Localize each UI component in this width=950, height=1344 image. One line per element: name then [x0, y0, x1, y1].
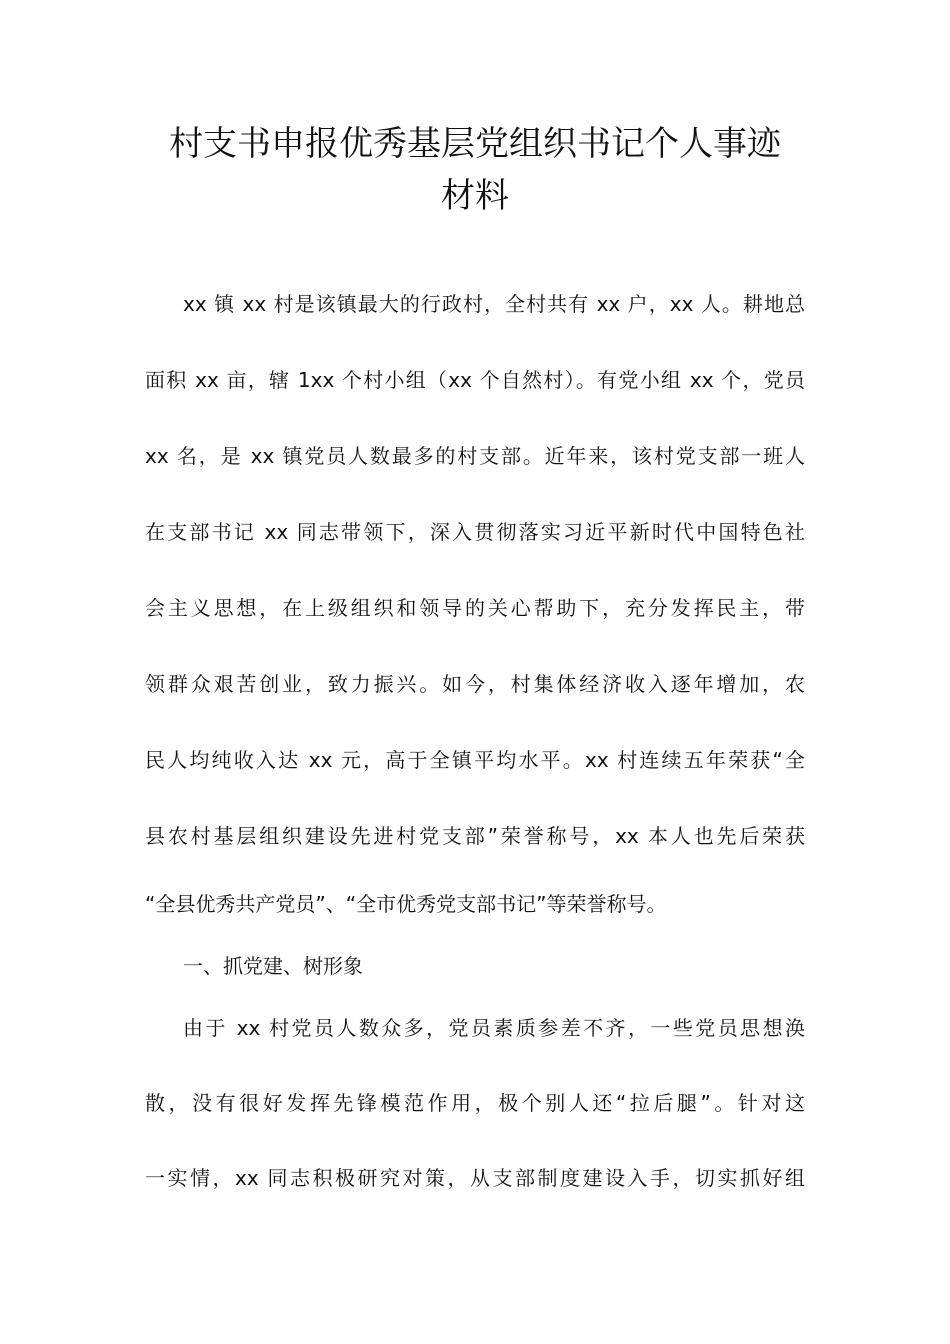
body-line-10: 由于 xx 村党员人数众多，党员素质参差不齐，一些党员思想涣 [183, 1016, 805, 1040]
body-line-12: 一实情，xx 同志积极研究对策，从支部制度建设入手，切实抓好组 [145, 1166, 805, 1190]
body-line-9: “全县优秀共产党员”、“全市优秀党支部书记”等荣誉称号。 [145, 892, 667, 916]
document-title [140, 118, 810, 222]
body-line-7: 民人均纯收入达 xx 元，高于全镇平均水平。xx 村连续五年荣获“全 [145, 748, 805, 772]
body-line-4: 在支部书记 xx 同志带领下，深入贯彻落实习近平新时代中国特色社 [145, 520, 805, 544]
body-line-6: 领群众艰苦创业，致力振兴。如今，村集体经济收入逐年增加，农 [145, 672, 805, 696]
body-line-5: 会主义思想，在上级组织和领导的关心帮助下，充分发挥民主，带 [145, 596, 805, 620]
body-line-11: 散，没有很好发挥先锋模范作用，极个别人还“拉后腿”。针对这 [145, 1091, 805, 1115]
title-line-1: 村支书申报优秀基层党组织书记个人事迹 [169, 124, 781, 164]
section-heading-1: 一、抓党建、树形象 [183, 954, 363, 978]
body-line-1: xx 镇 xx 村是该镇最大的行政村，全村共有 xx 户，xx 人。耕地总 [183, 292, 805, 316]
body-line-8: 县农村基层组织建设先进村党支部”荣誉称号，xx 本人也先后荣获 [145, 824, 805, 848]
body-line-3: xx 名，是 xx 镇党员人数最多的村支部。近年来，该村党支部一班人 [145, 444, 805, 468]
body-line-2: 面积 xx 亩，辖 1xx 个村小组（xx 个自然村）。有党小组 xx 个，党员 [145, 368, 805, 392]
title-line-2: 材料 [441, 176, 509, 216]
